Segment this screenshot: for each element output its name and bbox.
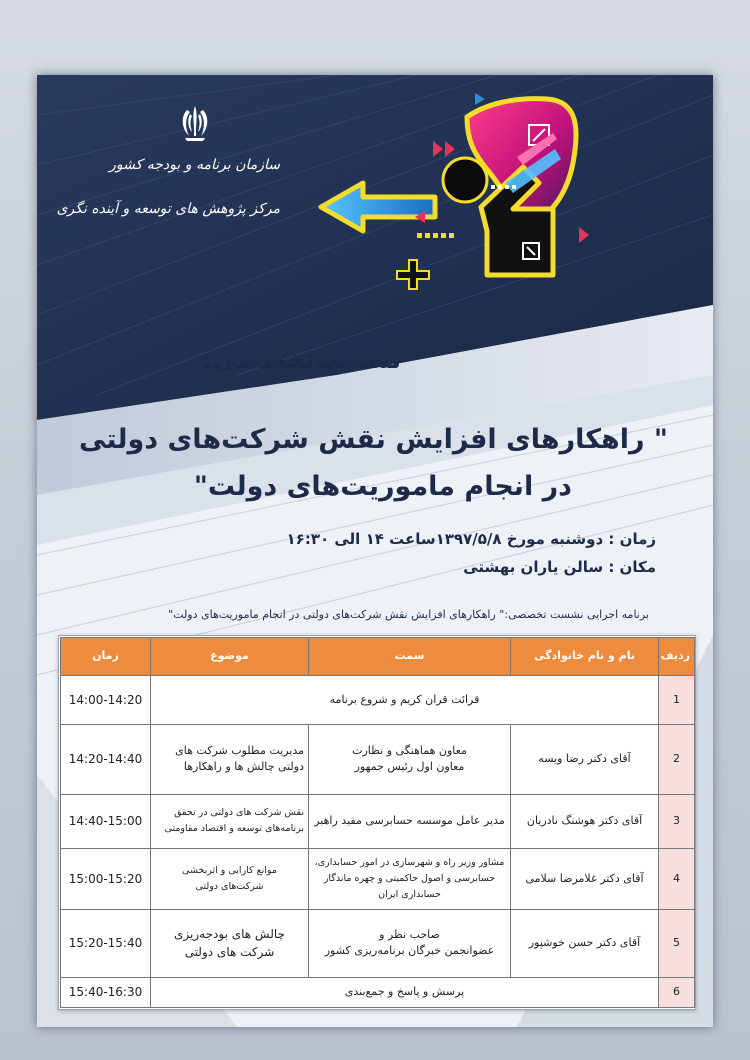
row-position-line: مشاور وزیر راه و شهرسازی در امور حسابداری،: [314, 856, 505, 868]
header-topic: موضوع: [151, 638, 309, 676]
table-header-row: [61, 638, 695, 676]
row-topic-line: مدیریت مطلوب شرکت های: [175, 743, 304, 757]
row-position: [309, 725, 511, 795]
session-time: زمان : دوشنبه مورخ ۱۳۹۷/۵/۸ساعت ۱۴ الی ۱۶:۳۰: [286, 530, 656, 548]
row-agenda-item: قرائت قران کریم و شروع برنامه: [151, 676, 659, 725]
row-number: 3: [659, 794, 695, 848]
row-position-line: معاون هماهنگی و نظارت: [352, 743, 467, 757]
row-topic-line: موانع کارایی و اثربخشی: [182, 864, 277, 876]
poster: [37, 75, 713, 1027]
row-time: 15:20-15:40: [61, 910, 151, 977]
row-position: [309, 910, 511, 977]
row-topic: [151, 849, 309, 910]
schedule-table: [60, 637, 695, 1008]
row-topic: [151, 794, 309, 848]
row-time: 14:00-14:20: [61, 676, 151, 725]
row-topic-line: شرکت‌های دولتی: [195, 881, 264, 893]
organization-subunit: مرکز پژوهش های توسعه و آینده نگری: [56, 201, 280, 217]
row-position-line: عضوانجمن خبرگان برنامه‌ریزی کشور: [324, 944, 495, 958]
row-speaker-name: آقای دکتر غلامرضا سلامی: [511, 849, 659, 910]
header-time: زمان: [61, 638, 151, 676]
table-row: [61, 910, 695, 977]
row-time: 15:40-16:30: [61, 977, 151, 1008]
row-speaker-name: آقای دکتر رضا ویسه: [511, 725, 659, 795]
row-topic-line: دولتی چالش ها و راهکارها: [183, 760, 304, 774]
organization-name: سازمان برنامه و بودجه کشور: [109, 157, 280, 173]
session-place: مکان : سالن یاران بهشتی: [463, 558, 656, 576]
row-topic: [151, 725, 309, 795]
row-time: 14:40-15:00: [61, 794, 151, 848]
row-topic-line: شرکت های دولتی: [184, 945, 275, 960]
logo-artwork: [317, 75, 607, 290]
row-number: 5: [659, 910, 695, 977]
row-agenda-item: پرسش و پاسخ و جمع‌بندی: [151, 977, 659, 1008]
row-time: 15:00-15:20: [61, 849, 151, 910]
row-position: [309, 849, 511, 910]
table-row: [61, 794, 695, 848]
row-number: 6: [659, 977, 695, 1008]
row-topic: [151, 910, 309, 977]
table-row: [61, 676, 695, 725]
row-speaker-name: آقای دکتر هوشنگ نادریان: [511, 794, 659, 848]
row-position-line: معاون اول رئیس جمهور: [354, 760, 465, 774]
schedule-table-frame: [58, 635, 696, 1010]
header-row-number: ردیف: [659, 638, 695, 676]
row-position-line: صاحب نظر و: [379, 927, 440, 941]
row-position: مدیر عامل موسسه حسابرسی مفید راهبر: [309, 794, 511, 848]
session-title-line-1: " راهکارهای افزایش نقش شرکت‌های دولتی: [79, 424, 668, 455]
row-time: 14:20-14:40: [61, 725, 151, 795]
row-topic-line: برنامه‌های توسعه و اقتصاد مقاومتی: [164, 823, 304, 835]
row-position-line: حسابرسی و اصول حاکمیتی و چهره ماندگار: [323, 872, 496, 884]
header-position: سمت: [309, 638, 511, 676]
session-title-line-2: در انجام ماموریت‌های دولت": [193, 471, 572, 502]
table-row: [61, 725, 695, 795]
iran-emblem-icon: [177, 104, 213, 144]
row-speaker-name: آقای دکتر حسن خوشپور: [511, 910, 659, 977]
table-row: [61, 849, 695, 910]
row-number: 4: [659, 849, 695, 910]
row-position-line: حسابداری ایران: [378, 889, 441, 901]
row-number: 2: [659, 725, 695, 795]
session-label: نشست‌تخصصی:: [202, 345, 401, 374]
table-row: [61, 977, 695, 1008]
header-name: نام و نام خانوادگی: [511, 638, 659, 676]
row-topic-line: چالش های بودجه‌ریزی: [174, 927, 285, 942]
row-topic-line: نقش شرکت های دولتی در تحقق: [174, 807, 304, 819]
row-number: 1: [659, 676, 695, 725]
program-caption: برنامه اجرایی نشست تخصصی:" راهکارهای افزایش نقش شرکت‌های دولتی در انجام ماموریت‌های دولت": [168, 608, 649, 621]
